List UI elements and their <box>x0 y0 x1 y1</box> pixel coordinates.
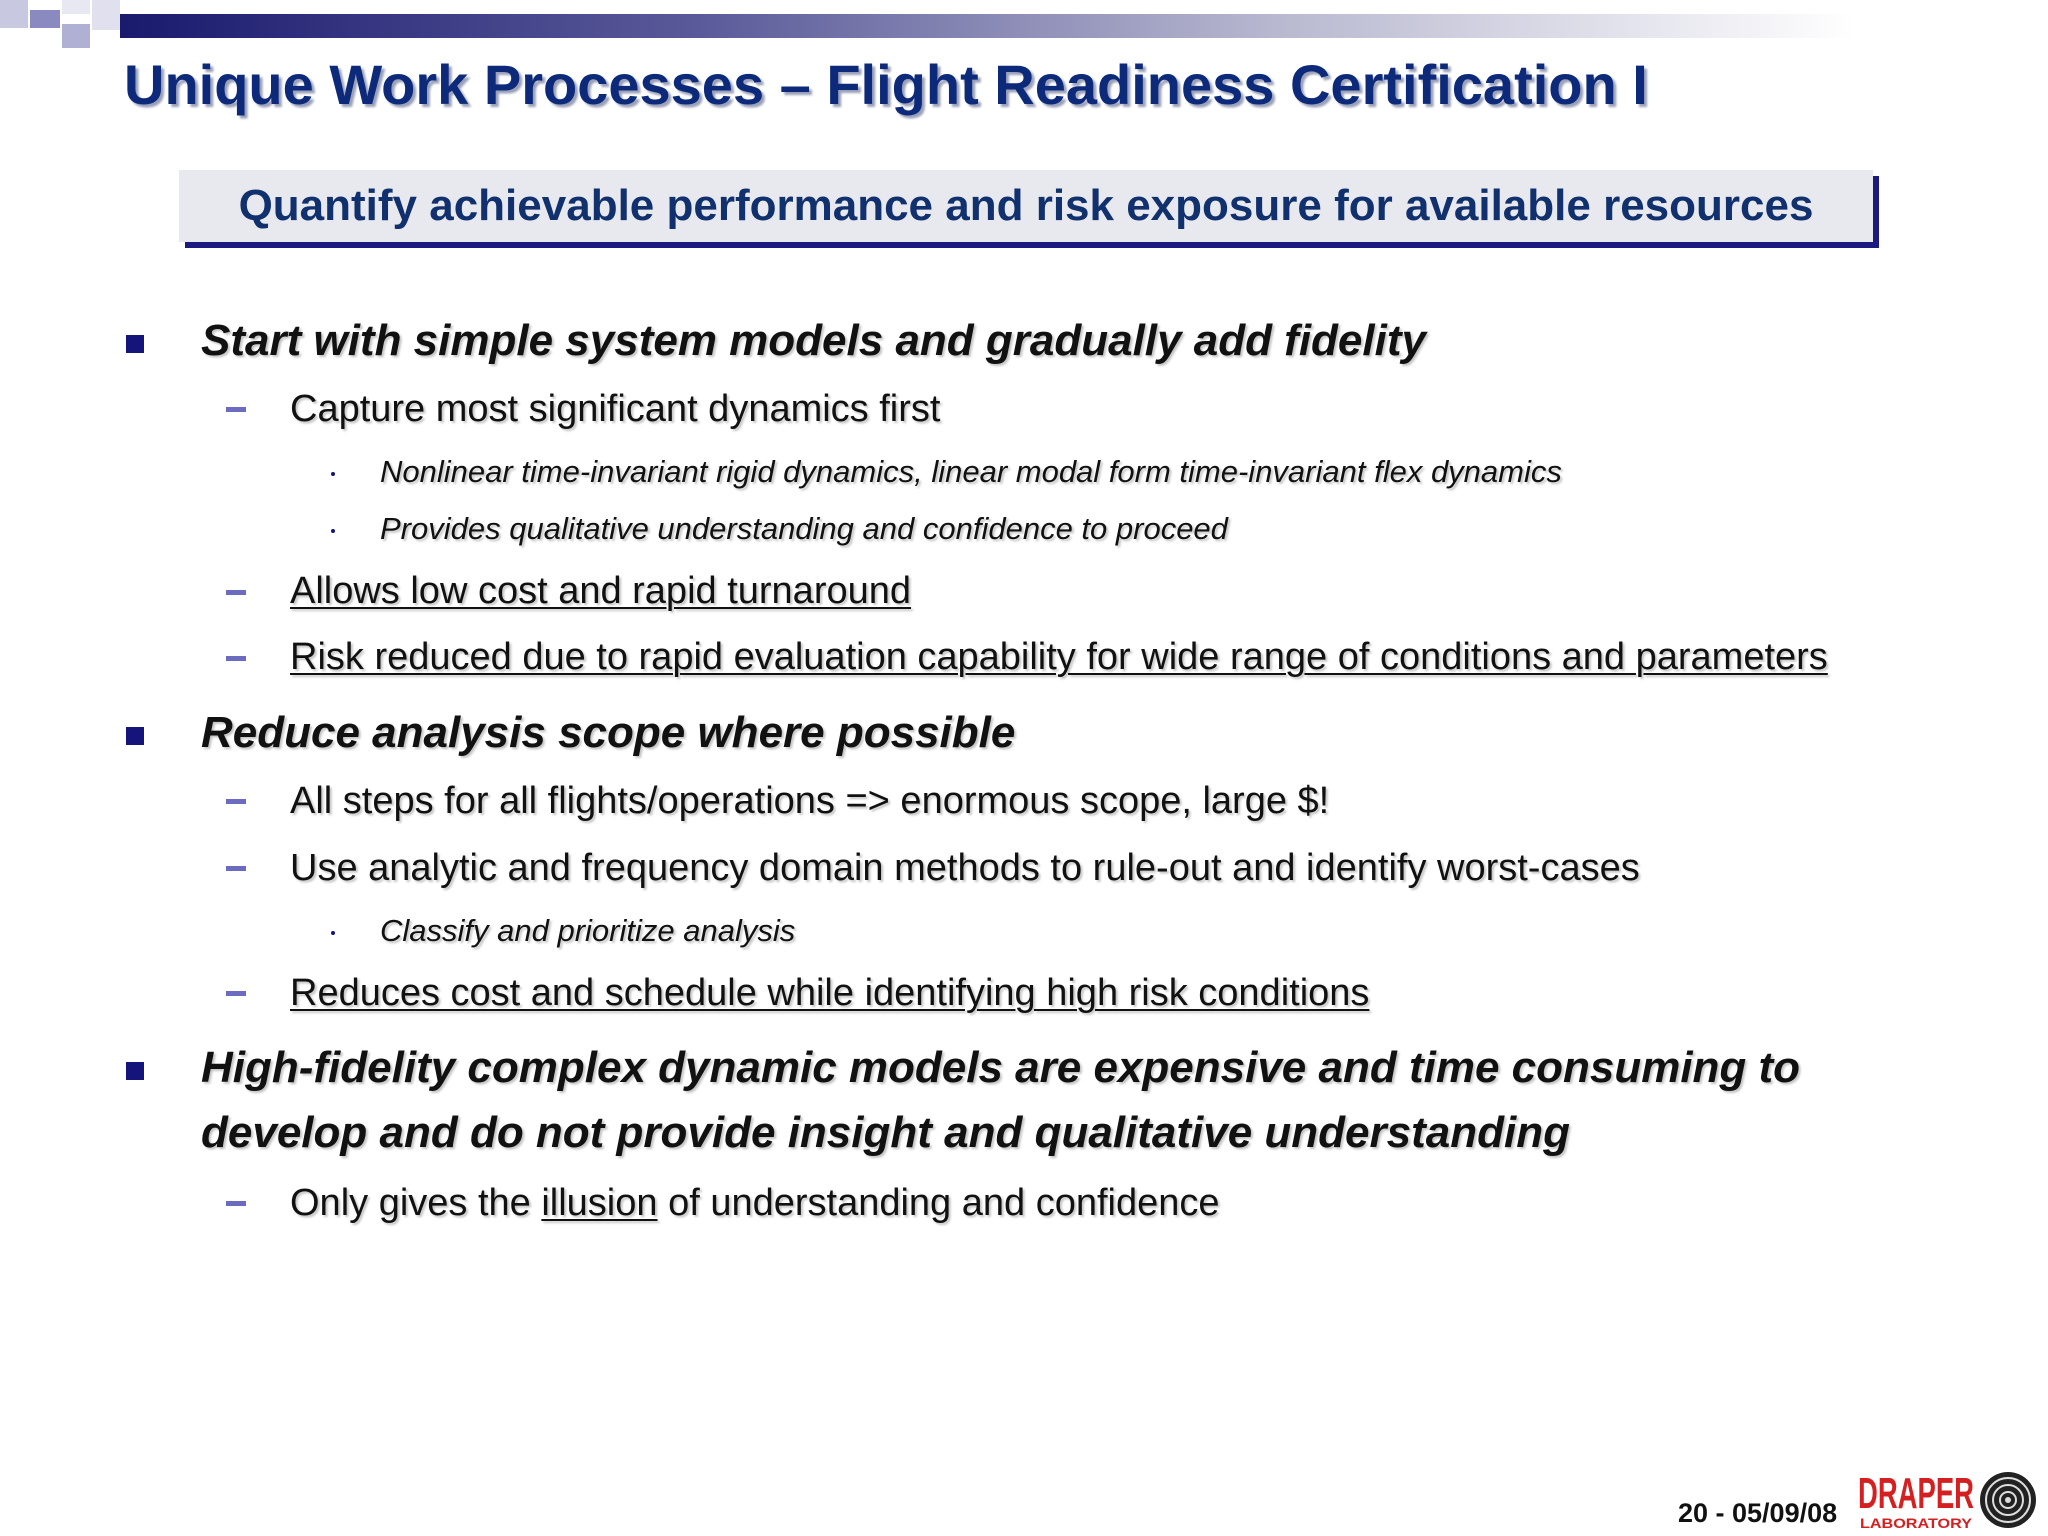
dot-bullet-icon <box>331 472 335 476</box>
dash-bullet-icon <box>226 991 246 996</box>
header-gradient-bar <box>120 14 2048 38</box>
square-bullet-icon <box>126 727 144 745</box>
square-bullet-icon <box>126 335 144 353</box>
target-icon <box>1980 1472 2036 1528</box>
sub-bullet-2-2: Use analytic and frequency domain methods to rule-out and identify worst-cases <box>290 847 1640 889</box>
sub-bullet-3-1-underlined: illusion <box>541 1182 658 1224</box>
dot-bullet-icon <box>331 529 335 533</box>
sub-bullet-2-1: All steps for all flights/operations => enormous scope, large $! <box>290 780 1330 822</box>
logo-subtext: LABORATORY <box>1860 1515 1973 1531</box>
bullet-2: Reduce analysis scope where possible <box>201 708 1016 757</box>
sub-bullet-1-3: Risk reduced due to rapid evaluation capability for wide range of conditions and parameters <box>290 636 1828 678</box>
square-bullet-icon <box>126 1062 144 1080</box>
sub-bullet-2-3: Reduces cost and schedule while identifying high risk conditions <box>290 972 1370 1014</box>
sub-bullet-1-1: Capture most significant dynamics first <box>290 388 941 430</box>
dash-bullet-icon <box>226 866 246 871</box>
sub-sub-bullet-1-1-2: Provides qualitative understanding and confidence to proceed <box>380 511 1228 546</box>
sub-bullet-3-1-after: of understanding and confidence <box>657 1182 1220 1224</box>
sub-bullet-3-1 <box>290 1182 1220 1225</box>
sub-bullet-1-2: Allows low cost and rapid turnaround <box>290 570 912 612</box>
callout-box <box>179 170 1873 242</box>
logo-wordmark: DRAPER <box>1858 1469 1974 1518</box>
dash-bullet-icon <box>226 407 246 412</box>
draper-logo <box>1858 1468 2038 1532</box>
page-number: 20 - 05/09/08 <box>1678 1498 1838 1528</box>
sub-sub-bullet-1-1-1: Nonlinear time-invariant rigid dynamics, linear modal form time-invariant flex dynamics <box>380 454 1562 489</box>
bullet-1: Start with simple system models and gradually add fidelity <box>201 316 1426 365</box>
sub-bullet-3-1-before: Only gives the <box>290 1182 542 1224</box>
dash-bullet-icon <box>226 1201 246 1206</box>
dash-bullet-icon <box>226 656 246 661</box>
dash-bullet-icon <box>226 799 246 804</box>
slide-title: Unique Work Processes – Flight Readiness Certification I <box>124 53 1648 116</box>
dot-bullet-icon <box>331 931 335 935</box>
sub-sub-bullet-2-2-1: Classify and prioritize analysis <box>380 913 796 948</box>
callout-text: Quantify achievable performance and risk exposure for available resources <box>238 181 1814 230</box>
dash-bullet-icon <box>226 590 246 595</box>
bullet-3: High-fidelity complex dynamic models are expensive and time consuming to develop and do not provide insight and qualitative understanding <box>201 1043 1801 1157</box>
